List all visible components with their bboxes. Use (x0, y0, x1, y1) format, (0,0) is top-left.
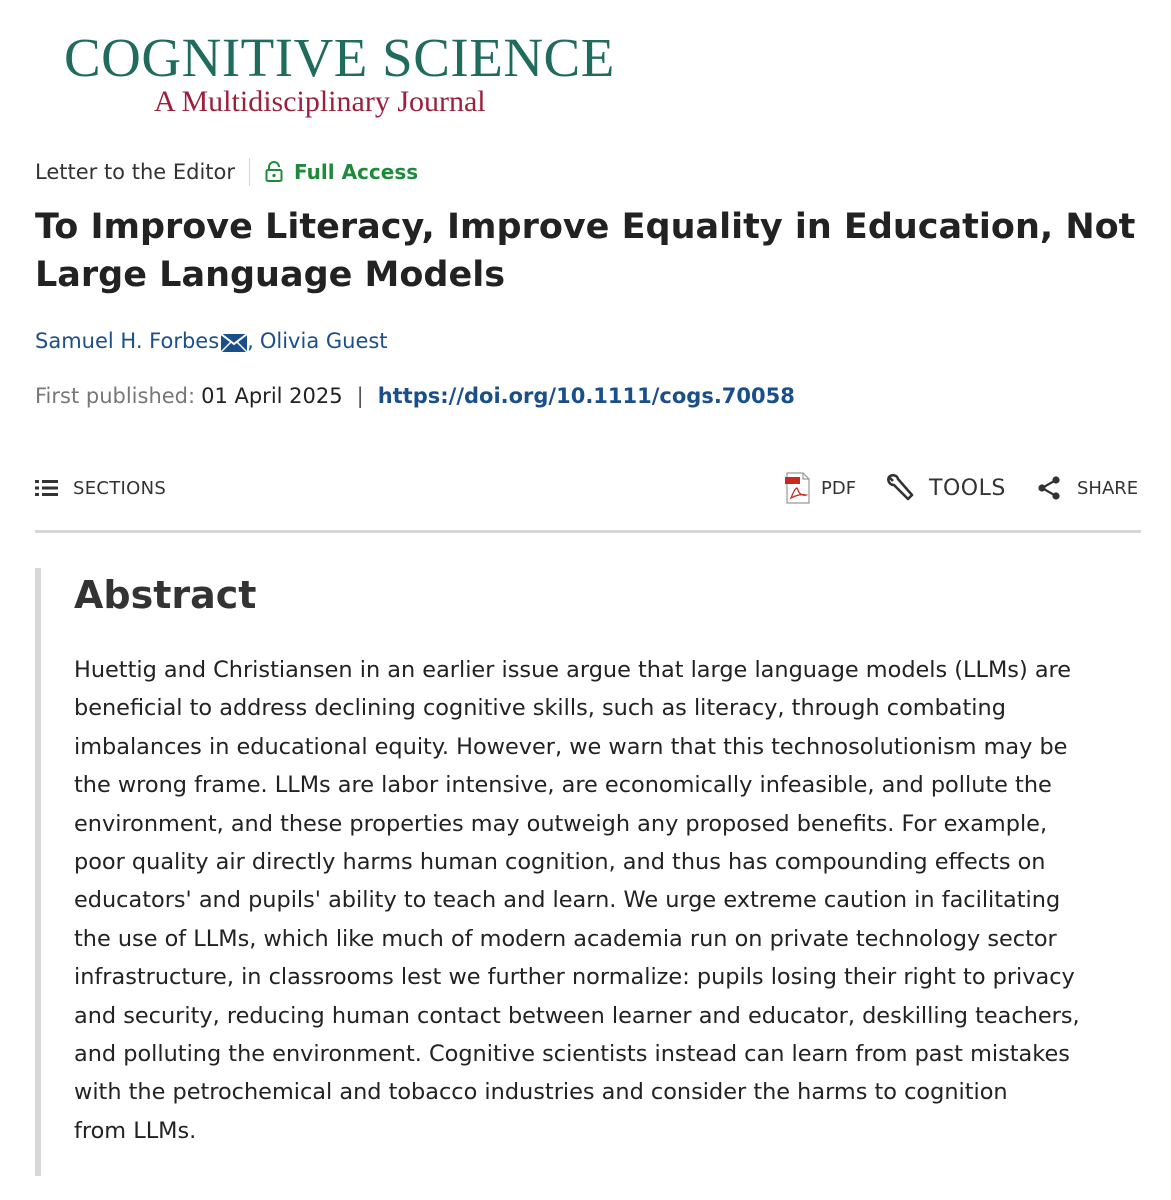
first-published-date: 01 April 2025 (201, 384, 343, 408)
author-link[interactable]: Samuel H. Forbes (35, 329, 220, 353)
section-divider (35, 530, 1141, 533)
share-icon (1037, 475, 1061, 501)
abstract-border (35, 568, 41, 1176)
share-button[interactable] (1037, 470, 1138, 506)
abstract-line: poor quality air directly harms human cognition, and thus has compounding effects on (74, 849, 1046, 876)
share-label: SHARE (1077, 477, 1139, 499)
article-meta (35, 157, 418, 187)
first-published-label: First published: (35, 384, 196, 408)
pdf-button[interactable] (785, 470, 856, 506)
tools-label: TOOLS (929, 475, 1006, 501)
article-title: To Improve Literacy, Improve Equality in Education, Not Large Language Models (35, 207, 1136, 295)
abstract-line: imbalances in educational equity. However, we warn that this technosolutionism may be (74, 733, 1068, 760)
list-icon (35, 478, 59, 498)
pub-separator: | (356, 384, 364, 408)
pdf-icon (785, 472, 811, 504)
doi-link[interactable]: https://doi.org/10.1111/cogs.70058 (377, 384, 795, 408)
abstract-line: infrastructure, in classrooms lest we further normalize: pupils losing their right to privacy (74, 964, 1075, 991)
tools-button[interactable] (885, 470, 1006, 506)
journal-logo[interactable] (64, 27, 615, 128)
access-badge (264, 160, 418, 184)
abstract-line: the use of LLMs, which like much of modern academia run on private technology sector (74, 925, 1057, 952)
abstract-line: educators' and pupils' ability to teach and learn. We urge extreme caution in facilitating (74, 887, 1061, 914)
abstract-line: environment, and these properties may outweigh any proposed benefits. For example, (74, 810, 1048, 837)
meta-divider (249, 158, 250, 186)
journal-subtitle: A Multidisciplinary Journal (154, 85, 486, 118)
abstract-line: and polluting the environment. Cognitive scientists instead can learn from past mistakes (74, 1041, 1070, 1068)
article-type: Letter to the Editor (35, 160, 235, 184)
abstract-line: from LLMs. (74, 1117, 197, 1144)
abstract-heading: Abstract (74, 573, 257, 617)
abstract-line: beneficial to address declining cognitive skills, such as literacy, through combating (74, 695, 1006, 722)
sections-label: SECTIONS (73, 477, 167, 499)
author-separator: , (247, 329, 254, 353)
abstract-line: and security, reducing human contact between learner and educator, deskilling teachers, (74, 1002, 1080, 1029)
abstract-line: with the petrochemical and tobacco industries and consider the harms to cognition (74, 1079, 1008, 1106)
wrench-icon (885, 473, 915, 503)
publication-info (35, 381, 795, 411)
lock-icon (264, 161, 284, 183)
author-list (35, 326, 388, 356)
access-label: Full Access (294, 160, 419, 184)
article-toolbar (35, 470, 1141, 506)
pdf-label: PDF (821, 477, 857, 499)
journal-name: COGNITIVE SCIENCE (64, 27, 615, 88)
abstract-line: Huettig and Christiansen in an earlier issue argue that large language models (LLMs) are (74, 657, 1072, 683)
abstract-line: the wrong frame. LLMs are labor intensive, are economically infeasible, and pollute the (74, 772, 1052, 799)
abstract-text (74, 651, 1146, 1150)
author-link[interactable]: Olivia Guest (259, 329, 388, 353)
mail-icon[interactable] (221, 334, 247, 352)
sections-button[interactable] (35, 470, 166, 506)
